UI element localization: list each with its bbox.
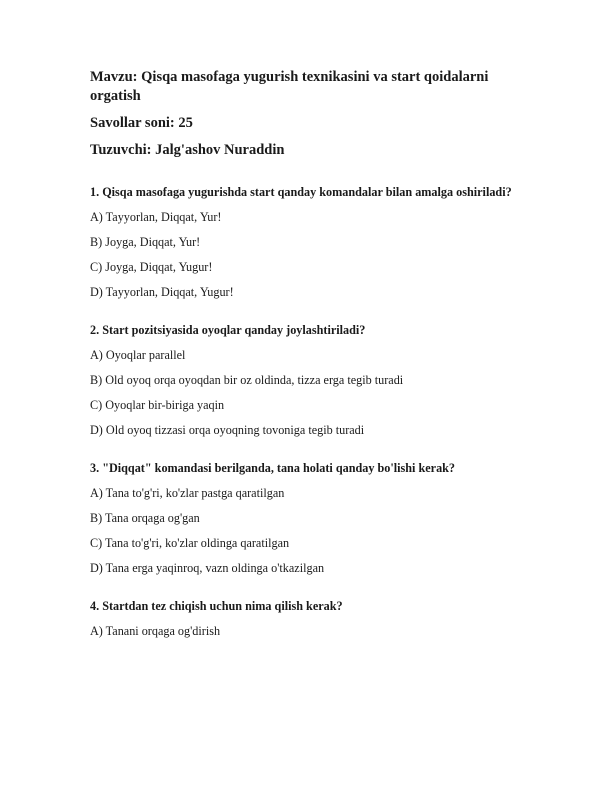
answer-option-d: D) Tayyorlan, Diqqat, Yugur!: [90, 285, 234, 299]
answer-option-a: A) Oyoqlar parallel: [90, 348, 186, 362]
document-author: Tuzuvchi: Jalg'ashov Nuraddin: [90, 142, 285, 158]
question-text: 2. Start pozitsiyasida oyoqlar qanday joylashtiriladi?: [90, 323, 366, 337]
question-text: 4. Startdan tez chiqish uchun nima qilish kerak?: [90, 599, 343, 613]
answer-option-a: A) Tanani orqaga og'dirish: [90, 624, 221, 638]
answer-option-d: D) Tana erga yaqinroq, vazn oldinga o'tkazilgan: [90, 561, 325, 575]
answer-option-c: C) Oyoqlar bir-biriga yaqin: [90, 398, 225, 412]
document-page: [90, 68, 540, 648]
answer-option-b: B) Tana orqaga og'gan: [90, 511, 200, 525]
question-count: Savollar soni: 25: [90, 115, 193, 131]
question-2: [90, 322, 540, 438]
question-text: 3. "Diqqat" komandasi berilganda, tana holati qanday bo'lishi kerak?: [90, 461, 456, 475]
question-3: [90, 460, 540, 576]
answer-option-c: C) Tana to'g'ri, ko'zlar oldinga qaratilgan: [90, 536, 290, 550]
question-text: 1. Qisqa masofaga yugurishda start qanday komandalar bilan amalga oshiriladi?: [90, 185, 512, 199]
answer-option-a: A) Tana to'g'ri, ko'zlar pastga qaratilgan: [90, 486, 285, 500]
answer-option-d: D) Old oyoq tizzasi orqa oyoqning tovoniga tegib turadi: [90, 423, 365, 437]
question-1: [90, 184, 540, 300]
question-4: [90, 598, 540, 639]
answer-option-c: C) Joyga, Diqqat, Yugur!: [90, 260, 213, 274]
answer-option-b: B) Joyga, Diqqat, Yur!: [90, 235, 201, 249]
answer-option-b: B) Old oyoq orqa oyoqdan bir oz oldinda, tizza erga tegib turadi: [90, 373, 404, 387]
answer-option-a: A) Tayyorlan, Diqqat, Yur!: [90, 210, 222, 224]
document-topic: Mavzu: Qisqa masofaga yugurish texnikasini va start qoidalarni orgatish: [90, 69, 489, 104]
